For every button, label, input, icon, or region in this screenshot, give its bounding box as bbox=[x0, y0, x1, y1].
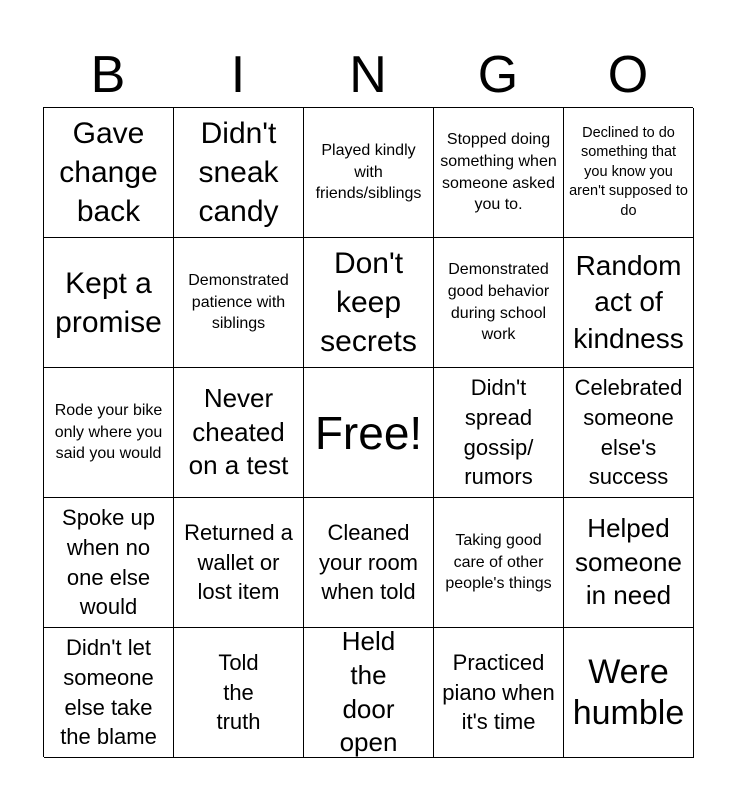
cell-text: Celebrated someone else's success bbox=[574, 375, 683, 490]
bingo-cell-r3c1[interactable] bbox=[44, 368, 174, 498]
header-letter-o: O bbox=[607, 46, 649, 104]
cell-text: Told the truth bbox=[216, 649, 261, 735]
cell-text: Returned a wallet or lost item bbox=[184, 519, 293, 605]
bingo-cell-r5c4[interactable] bbox=[434, 628, 564, 758]
bingo-cell-r1c2[interactable] bbox=[174, 108, 304, 238]
bingo-cell-r4c3[interactable] bbox=[304, 498, 434, 628]
cell-text: Never cheated on a test bbox=[188, 382, 289, 481]
bingo-cell-r4c4[interactable] bbox=[434, 498, 564, 628]
bingo-cell-r2c4[interactable] bbox=[434, 238, 564, 368]
bingo-cell-free[interactable] bbox=[304, 368, 434, 498]
bingo-cell-r5c3[interactable] bbox=[304, 628, 434, 758]
free-space-text: Free! bbox=[314, 406, 423, 459]
cell-text: Gave change back bbox=[59, 117, 158, 228]
bingo-cell-r3c5[interactable] bbox=[564, 368, 694, 498]
cell-text: Helped someone in need bbox=[575, 512, 682, 611]
cell-text: Taking good care of other people's things bbox=[445, 532, 552, 593]
cell-text: Don't keep secrets bbox=[320, 247, 417, 358]
header-letter-n: N bbox=[349, 46, 387, 104]
cell-text: Played kindly with friends/siblings bbox=[315, 142, 422, 203]
bingo-board bbox=[43, 107, 693, 757]
bingo-cell-r4c2[interactable] bbox=[174, 498, 304, 628]
bingo-cell-r2c2[interactable] bbox=[174, 238, 304, 368]
bingo-cell-r3c4[interactable] bbox=[434, 368, 564, 498]
bingo-cell-r2c5[interactable] bbox=[564, 238, 694, 368]
cell-text: Were humble bbox=[572, 652, 685, 732]
cell-text: Didn't let someone else take the blame bbox=[60, 635, 157, 750]
header-letter-g: G bbox=[477, 46, 519, 104]
cell-text: Demonstrated good behavior during school work bbox=[447, 261, 550, 344]
bingo-cell-r1c3[interactable] bbox=[304, 108, 434, 238]
cell-text: Cleaned your room when told bbox=[318, 519, 419, 605]
bingo-cell-r5c2[interactable] bbox=[174, 628, 304, 758]
cell-text: Didn't sneak candy bbox=[198, 117, 279, 228]
bingo-cell-r5c1[interactable] bbox=[44, 628, 174, 758]
cell-text: Held the door open bbox=[339, 628, 398, 758]
bingo-cell-r5c5[interactable] bbox=[564, 628, 694, 758]
bingo-header bbox=[43, 44, 693, 106]
cell-text: Didn't spread gossip/ rumors bbox=[463, 375, 534, 490]
bingo-cell-r1c1[interactable] bbox=[44, 108, 174, 238]
bingo-cell-r2c3[interactable] bbox=[304, 238, 434, 368]
cell-text: Practiced piano when it's time bbox=[442, 649, 555, 735]
bingo-cell-r1c5[interactable] bbox=[564, 108, 694, 238]
cell-text: Spoke up when no one else would bbox=[62, 505, 155, 620]
cell-text: Declined to do something that you know you aren't supposed to do bbox=[569, 124, 688, 219]
bingo-cell-r4c5[interactable] bbox=[564, 498, 694, 628]
bingo-cell-r3c2[interactable] bbox=[174, 368, 304, 498]
cell-text: Random act of kindness bbox=[573, 249, 684, 354]
header-letter-i: I bbox=[230, 46, 246, 104]
bingo-cell-r2c1[interactable] bbox=[44, 238, 174, 368]
bingo-cell-r1c4[interactable] bbox=[434, 108, 564, 238]
cell-text: Stopped doing something when someone asked you to. bbox=[440, 131, 557, 214]
cell-text: Kept a promise bbox=[55, 266, 162, 339]
cell-text: Rode your bike only where you said you would bbox=[54, 402, 163, 463]
cell-text: Demonstrated patience with siblings bbox=[188, 272, 289, 333]
bingo-cell-r4c1[interactable] bbox=[44, 498, 174, 628]
header-letter-b: B bbox=[90, 46, 126, 104]
